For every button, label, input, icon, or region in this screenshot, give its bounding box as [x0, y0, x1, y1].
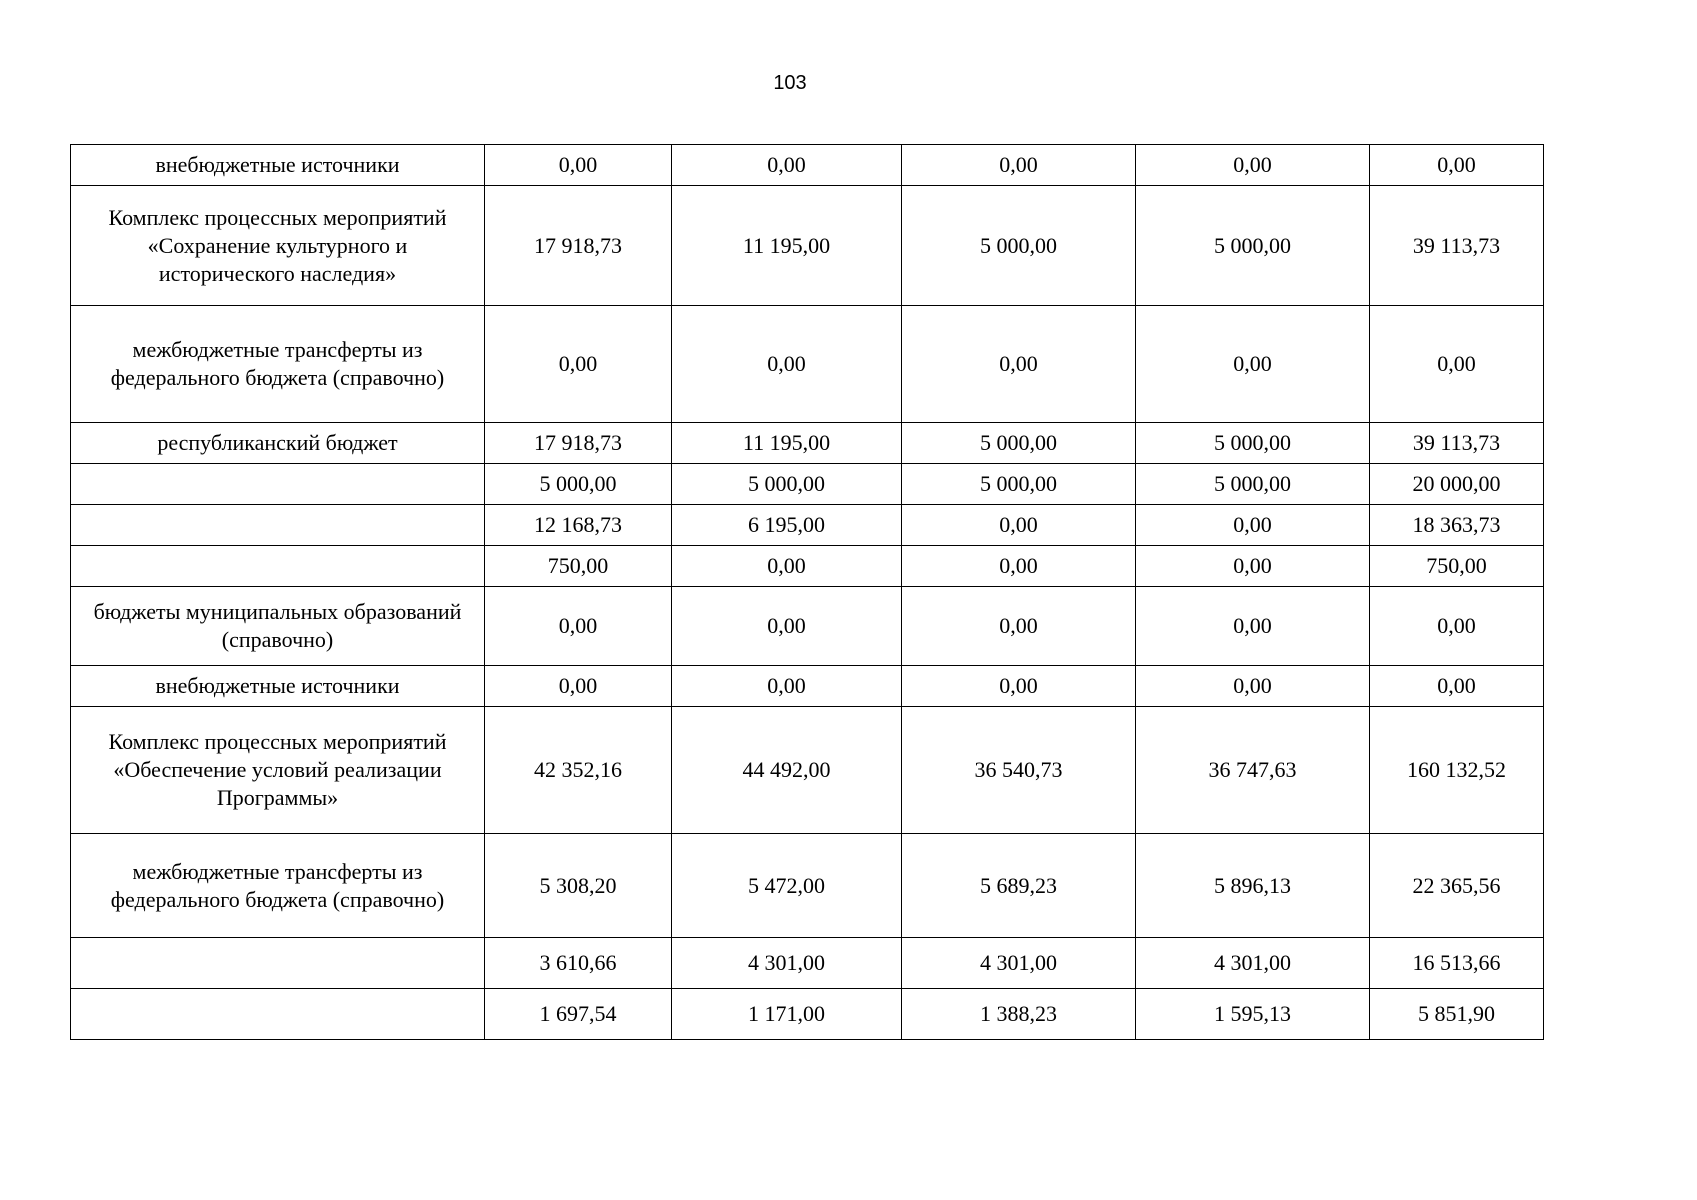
value-cell: 0,00	[1136, 666, 1370, 707]
value-cell: 39 113,73	[1370, 423, 1544, 464]
row-label	[71, 464, 485, 505]
value-cell: 0,00	[902, 546, 1136, 587]
value-cell: 22 365,56	[1370, 834, 1544, 938]
value-cell: 5 689,23	[902, 834, 1136, 938]
row-label: межбюджетные трансферты из федерального бюджета (справочно)	[71, 834, 485, 938]
budget-table	[70, 144, 1544, 1040]
table-row	[71, 666, 1544, 707]
table-row	[71, 587, 1544, 666]
table-row	[71, 707, 1544, 834]
table-row	[71, 306, 1544, 423]
value-cell: 5 000,00	[485, 464, 672, 505]
table-row	[71, 145, 1544, 186]
value-cell: 160 132,52	[1370, 707, 1544, 834]
value-cell: 0,00	[902, 505, 1136, 546]
value-cell: 4 301,00	[902, 938, 1136, 989]
value-cell: 0,00	[1370, 666, 1544, 707]
table-row	[71, 186, 1544, 306]
value-cell: 0,00	[902, 666, 1136, 707]
value-cell: 18 363,73	[1370, 505, 1544, 546]
value-cell: 750,00	[485, 546, 672, 587]
row-label	[71, 989, 485, 1040]
value-cell: 0,00	[1136, 505, 1370, 546]
value-cell: 0,00	[1136, 546, 1370, 587]
table-row	[71, 423, 1544, 464]
value-cell: 5 896,13	[1136, 834, 1370, 938]
value-cell: 0,00	[1370, 306, 1544, 423]
value-cell: 0,00	[485, 587, 672, 666]
row-label: Комплекс процессных мероприятий «Сохранение культурного и исторического наследия»	[71, 186, 485, 306]
value-cell: 17 918,73	[485, 186, 672, 306]
row-label: Комплекс процессных мероприятий «Обеспечение условий реализации Программы»	[71, 707, 485, 834]
value-cell: 0,00	[672, 306, 902, 423]
row-label	[71, 546, 485, 587]
value-cell: 5 000,00	[902, 186, 1136, 306]
table-row	[71, 464, 1544, 505]
value-cell: 1 388,23	[902, 989, 1136, 1040]
value-cell: 0,00	[672, 145, 902, 186]
row-label	[71, 938, 485, 989]
value-cell: 5 000,00	[1136, 423, 1370, 464]
value-cell: 5 851,90	[1370, 989, 1544, 1040]
value-cell: 1 697,54	[485, 989, 672, 1040]
row-label: бюджеты муниципальных образований (справочно)	[71, 587, 485, 666]
row-label: внебюджетные источники	[71, 145, 485, 186]
value-cell: 12 168,73	[485, 505, 672, 546]
row-label: внебюджетные источники	[71, 666, 485, 707]
value-cell: 42 352,16	[485, 707, 672, 834]
value-cell: 11 195,00	[672, 423, 902, 464]
value-cell: 16 513,66	[1370, 938, 1544, 989]
value-cell: 0,00	[902, 306, 1136, 423]
value-cell: 0,00	[1136, 145, 1370, 186]
value-cell: 17 918,73	[485, 423, 672, 464]
value-cell: 20 000,00	[1370, 464, 1544, 505]
table-row	[71, 834, 1544, 938]
value-cell: 0,00	[1136, 587, 1370, 666]
value-cell: 0,00	[1370, 587, 1544, 666]
value-cell: 0,00	[485, 306, 672, 423]
value-cell: 0,00	[672, 546, 902, 587]
page-number: 103	[773, 72, 807, 94]
table-row	[71, 938, 1544, 989]
value-cell: 4 301,00	[672, 938, 902, 989]
value-cell: 0,00	[485, 145, 672, 186]
value-cell: 0,00	[672, 666, 902, 707]
row-label	[71, 505, 485, 546]
row-label: республиканский бюджет	[71, 423, 485, 464]
value-cell: 0,00	[672, 587, 902, 666]
value-cell: 44 492,00	[672, 707, 902, 834]
value-cell: 5 000,00	[1136, 186, 1370, 306]
value-cell: 1 595,13	[1136, 989, 1370, 1040]
value-cell: 36 540,73	[902, 707, 1136, 834]
value-cell: 5 000,00	[672, 464, 902, 505]
value-cell: 0,00	[902, 145, 1136, 186]
value-cell: 5 000,00	[1136, 464, 1370, 505]
value-cell: 5 000,00	[902, 464, 1136, 505]
value-cell: 36 747,63	[1136, 707, 1370, 834]
value-cell: 3 610,66	[485, 938, 672, 989]
table-row	[71, 989, 1544, 1040]
value-cell: 4 301,00	[1136, 938, 1370, 989]
value-cell: 5 000,00	[902, 423, 1136, 464]
value-cell: 11 195,00	[672, 186, 902, 306]
value-cell: 6 195,00	[672, 505, 902, 546]
table-row	[71, 505, 1544, 546]
value-cell: 1 171,00	[672, 989, 902, 1040]
row-label: межбюджетные трансферты из федерального бюджета (справочно)	[71, 306, 485, 423]
value-cell: 0,00	[485, 666, 672, 707]
value-cell: 5 472,00	[672, 834, 902, 938]
value-cell: 0,00	[902, 587, 1136, 666]
value-cell: 39 113,73	[1370, 186, 1544, 306]
value-cell: 750,00	[1370, 546, 1544, 587]
table-body	[71, 145, 1544, 1040]
table-row	[71, 546, 1544, 587]
value-cell: 0,00	[1370, 145, 1544, 186]
value-cell: 0,00	[1136, 306, 1370, 423]
value-cell: 5 308,20	[485, 834, 672, 938]
